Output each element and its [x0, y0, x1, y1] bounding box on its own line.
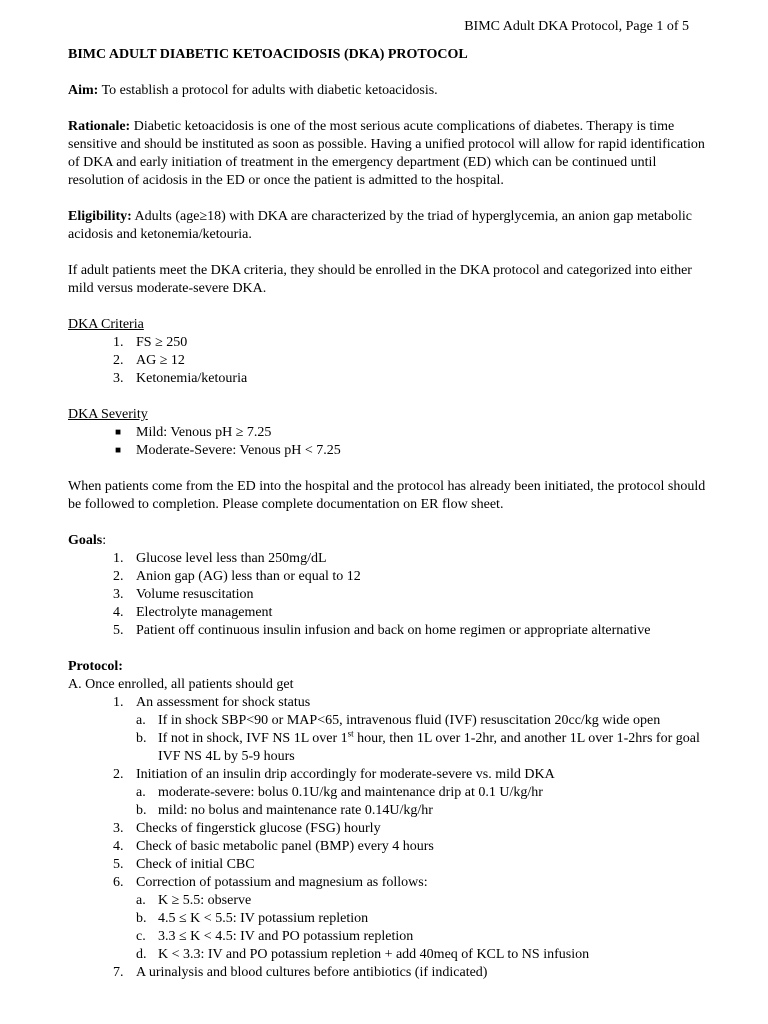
list-item: 4. Electrolyte management — [113, 605, 273, 620]
severity-heading: DKA Severity — [68, 407, 148, 422]
document-title: BIMC ADULT DIABETIC KETOACIDOSIS (DKA) PROTOCOL — [68, 47, 468, 62]
list-item: a. If in shock SBP<90 or MAP<65, intravenous fluid (IVF) resuscitation 20cc/kg wide open — [136, 713, 661, 728]
ed-paragraph: When patients come from the ED into the hospital and the protocol has already been initiated, the protocol should be followed to completion. Please complete documentation on ER flow sheet. — [68, 479, 706, 512]
aim-paragraph — [68, 82, 708, 100]
rationale-text: Diabetic ketoacidosis is one of the most serious acute complications of diabetes. Therapy is time sensitive and should be instituted as soon as possible. Having a unified protocol will allow for rapid identification of DKA and early initiation of treatment in the emergency department (ED) which can be continued until resolution of acidosis in the ED or once the patient is admitted to the hospital. — [68, 119, 705, 188]
rationale-paragraph — [68, 118, 708, 190]
list-item: c. 3.3 ≤ K < 4.5: IV and PO potassium repletion — [136, 929, 414, 944]
aim-text: To establish a protocol for adults with diabetic ketoacidosis. — [98, 83, 438, 98]
list-item: 6. Correction of potassium and magnesium as follows: — [113, 875, 428, 890]
aim-label: Aim: — [68, 83, 99, 98]
list-item: 5. Check of initial CBC — [113, 857, 255, 872]
list-item: 4. Check of basic metabolic panel (BMP) every 4 hours — [113, 839, 434, 854]
list-item: 3. Checks of fingerstick glucose (FSG) hourly — [113, 821, 381, 836]
goals-list — [68, 550, 708, 640]
list-item: 7. A urinalysis and blood cultures before antibiotics (if indicated) — [113, 965, 488, 980]
list-item: ■ Mild: Venous pH ≥ 7.25 — [115, 425, 272, 440]
rationale-label: Rationale: — [68, 119, 131, 134]
list-item: 3. Volume resuscitation — [113, 587, 254, 602]
list-item: d. K < 3.3: IV and PO potassium repletion + add 40meq of KCL to NS infusion — [136, 947, 590, 962]
list-item: 1. Glucose level less than 250mg/dL — [113, 551, 327, 566]
eligibility-label: Eligibility: — [68, 209, 132, 224]
list-item: 1. An assessment for shock status — [113, 695, 311, 710]
list-item: a. moderate-severe: bolus 0.1U/kg and maintenance drip at 0.1 U/kg/hr — [136, 785, 543, 800]
eligibility-text: Adults (age≥18) with DKA are characterized by the triad of hyperglycemia, an anion gap metabolic acidosis and ketonemia/ketouria. — [68, 209, 693, 242]
severity-list — [68, 424, 708, 460]
list-item: b. If not in shock, IVF NS 1L over 1st hour, then 1L over 1-2hr, and another 1L over 1-2hrs for goal IVF NS 4L by 5-9 hours — [136, 728, 700, 764]
list-item: ■ Moderate-Severe: Venous pH < 7.25 — [115, 443, 341, 458]
eligibility-paragraph — [68, 208, 708, 244]
protocol-intro: A. Once enrolled, all patients should get — [68, 677, 294, 692]
goals-heading: Goals: — [68, 533, 107, 548]
list-item: 2. AG ≥ 12 — [113, 353, 185, 368]
list-item: 2. Initiation of an insulin drip accordingly for moderate-severe vs. mild DKA — [113, 767, 555, 782]
protocol-heading: Protocol: — [68, 659, 123, 674]
document-body — [68, 46, 708, 982]
list-item: b. 4.5 ≤ K < 5.5: IV potassium repletion — [136, 911, 369, 926]
criteria-list — [68, 334, 708, 388]
protocol-list — [68, 694, 708, 982]
list-item: 5. Patient off continuous insulin infusion and back on home regimen or appropriate alternative — [113, 623, 651, 638]
list-item: 2. Anion gap (AG) less than or equal to 12 — [113, 569, 361, 584]
list-item: b. mild: no bolus and maintenance rate 0.14U/kg/hr — [136, 803, 433, 818]
page-header: BIMC Adult DKA Protocol, Page 1 of 5 — [464, 19, 689, 34]
list-item: 3. Ketonemia/ketouria — [113, 371, 248, 386]
enroll-paragraph: If adult patients meet the DKA criteria, they should be enrolled in the DKA protocol and categorized into either mild versus moderate-severe DKA. — [68, 263, 692, 296]
list-item: a. K ≥ 5.5: observe — [136, 893, 252, 908]
criteria-heading: DKA Criteria — [68, 317, 144, 332]
list-item: 1. FS ≥ 250 — [113, 335, 188, 350]
